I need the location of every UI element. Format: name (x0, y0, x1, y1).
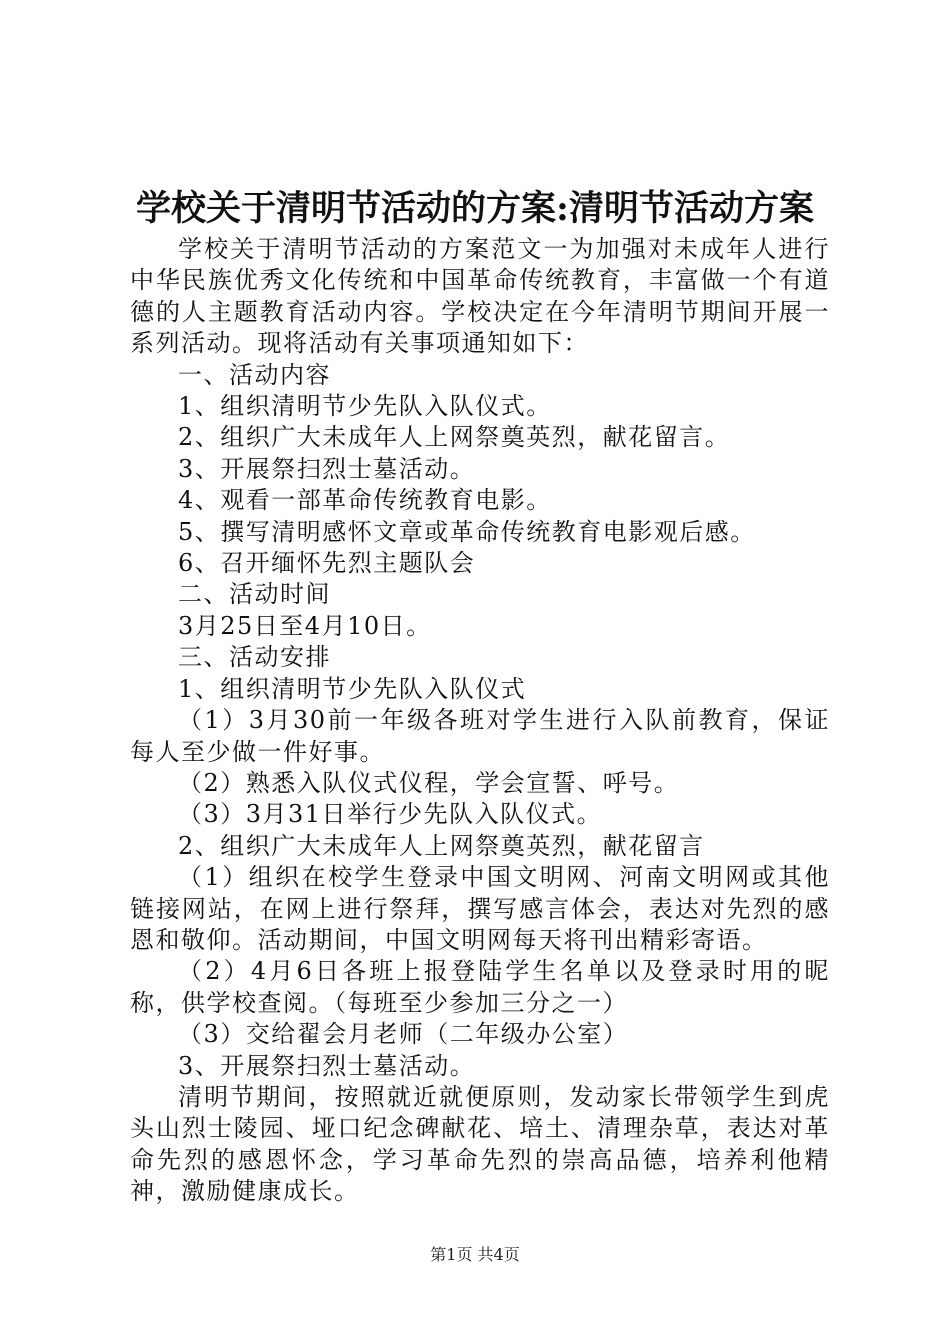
list-item: （1）3月30前一年级各班对学生进行入队前教育，保证每人至少做一件好事。 (130, 706, 830, 766)
list-item: 4、观看一部革命传统教育电影。 (178, 486, 552, 515)
subsection-heading: 2、组织广大未成年人上网祭奠英烈，献花留言 (178, 831, 705, 860)
list-item: （3）3月31日举行少先队入队仪式。 (178, 800, 603, 829)
list-item: （2）4月6日各班上报登陆学生名单以及登录时用的昵称，供学校查阅。（每班至少参加三分之一） (130, 957, 830, 1017)
list-item: 6、召开缅怀先烈主题队会 (178, 549, 476, 578)
list-item: （1）组织在校学生登录中国文明网、河南文明网或其他链接网站，在网上进行祭拜，撰写感言体会，表达对先烈的感恩和敬仰。活动期间，中国文明网每天将刊出精彩寄语。 (130, 863, 830, 954)
subsection-heading: 1、组织清明节少先队入队仪式 (178, 674, 527, 703)
intro-paragraph: 学校关于清明节活动的方案范文一为加强对未成年人进行中华民族优秀文化传统和中国革命传统教育，丰富做一个有道德的人主题教育活动内容。学校决定在今年清明节期间开展一系列活动。现将活动有关事项通知如下： (130, 235, 830, 358)
list-item: 2、组织广大未成年人上网祭奠英烈，献花留言。 (178, 423, 731, 452)
section-heading-content: 一、活动内容 (178, 360, 331, 389)
document-body (130, 234, 830, 1208)
body-paragraph: 清明节期间，按照就近就便原则，发动家长带领学生到虎头山烈士陵园、垭口纪念碑献花、培土、清理杂草，表达对革命先烈的感恩怀念，学习革命先烈的崇高品德，培养利他精神，激励健康成长。 (130, 1082, 830, 1206)
document-title: 学校关于清明节活动的方案:清明节活动方案 (136, 188, 814, 229)
list-item: （2）熟悉入队仪式仪程，学会宣誓、呼号。 (178, 768, 680, 797)
list-item: 1、组织清明节少先队入队仪式。 (178, 392, 552, 421)
list-item: 5、撰写清明感怀文章或革命传统教育电影观后感。 (178, 517, 756, 546)
section-heading-time: 二、活动时间 (178, 580, 331, 609)
list-item: （3）交给翟会月老师（二年级办公室） (178, 1020, 629, 1049)
subsection-heading: 3、开展祭扫烈士墓活动。 (178, 1051, 476, 1080)
page-footer: 第1页 共4页 (430, 1245, 520, 1264)
date-range: 3月25日至4月10日。 (178, 611, 432, 640)
list-item: 3、开展祭扫烈士墓活动。 (178, 454, 476, 483)
section-heading-arrangement: 三、活动安排 (178, 643, 331, 672)
